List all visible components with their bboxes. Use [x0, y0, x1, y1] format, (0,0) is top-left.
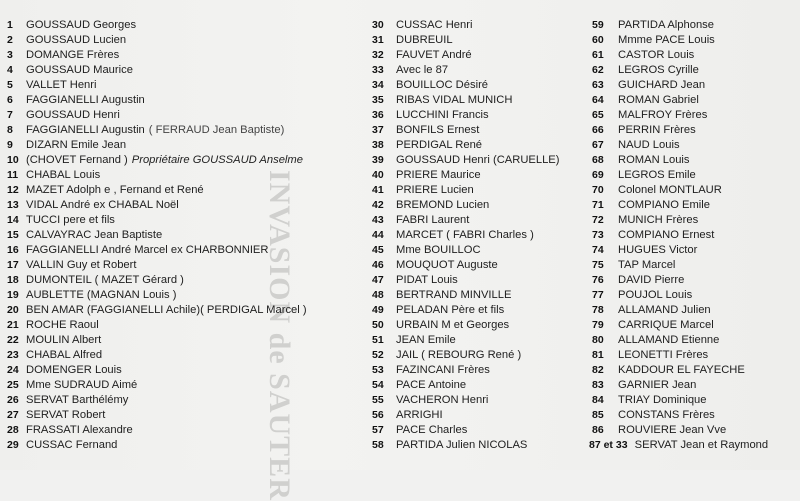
- list-item: [592, 408, 797, 423]
- list-item: [592, 228, 797, 243]
- watermark-text: INVASION de SAUTER: [263, 170, 296, 501]
- entry-number: 21: [7, 319, 19, 331]
- list-item: [4, 213, 364, 228]
- entry-number: 78: [592, 304, 604, 316]
- entry-name: COMPIANO Ernest: [618, 229, 715, 241]
- entry-name: Mme BOUILLOC: [396, 244, 481, 256]
- entry-number: 83: [592, 379, 604, 391]
- entry-name: TAP Marcel: [618, 259, 676, 271]
- list-item: [372, 318, 592, 333]
- entry-number: 31: [372, 34, 384, 46]
- list-item: [4, 333, 364, 348]
- entry-number: 47: [372, 274, 384, 286]
- entry-number: 30: [372, 19, 384, 31]
- entry-name: GOUSSAUD Lucien: [26, 34, 127, 46]
- entry-name: MOUQUOT Auguste: [396, 259, 498, 271]
- entry-number: 59: [592, 19, 604, 31]
- entry-number: 24: [7, 364, 19, 376]
- entry-name: ALLAMAND Etienne: [618, 334, 720, 346]
- entry-name: GOUSSAUD Georges: [26, 19, 137, 31]
- entry-number: 28: [7, 424, 19, 436]
- entry-number: 64: [592, 94, 604, 106]
- list-item: [592, 18, 797, 33]
- entry-name: BOUILLOC Désiré: [396, 79, 489, 91]
- entry-name: FAGGIANELLI André Marcel ex CHARBONNIER: [26, 244, 269, 256]
- list-item: [592, 378, 797, 393]
- list-item: [372, 93, 592, 108]
- entry-number: 72: [592, 214, 604, 226]
- entry-name: CARRIQUE Marcel: [618, 319, 714, 331]
- entry-name: COMPIANO Emile: [618, 199, 710, 211]
- entry-name: GOUSSAUD Henri: [26, 109, 120, 121]
- entry-name: CASTOR Louis: [618, 49, 695, 61]
- entry-name: MAZET Adolph e , Fernand et René: [26, 184, 204, 196]
- list-item: [4, 228, 364, 243]
- entry-name: DIZARN Emile Jean: [26, 139, 127, 151]
- entry-number: 23: [7, 349, 19, 361]
- entry-name: JAIL ( REBOURG René ): [396, 349, 522, 361]
- entry-name: BREMOND Lucien: [396, 199, 490, 211]
- list-item: [372, 258, 592, 273]
- list-item: [4, 288, 364, 303]
- entry-number: 60: [592, 34, 604, 46]
- list-item: [372, 168, 592, 183]
- list-item: [4, 138, 364, 153]
- entry-number: 16: [7, 244, 19, 256]
- entry-number: 81: [592, 349, 604, 361]
- entry-name: LEGROS Cyrille: [618, 64, 699, 76]
- entry-name: LUCCHINI Francis: [396, 109, 489, 121]
- entry-number: 1: [7, 19, 13, 31]
- list-item: [592, 33, 797, 48]
- entry-number: 68: [592, 154, 604, 166]
- entry-name: LEGROS Emile: [618, 169, 696, 181]
- list-item: [592, 108, 797, 123]
- list-item: [592, 348, 797, 363]
- entry-name: PERRIN Frères: [618, 124, 696, 136]
- list-item: [372, 303, 592, 318]
- entry-name: FRASSATI Alexandre: [26, 424, 133, 436]
- list-item: [4, 393, 364, 408]
- entry-number: 80: [592, 334, 604, 346]
- entry-note: ( FERRAUD Jean Baptiste): [148, 124, 285, 136]
- entry-number: 56: [372, 409, 384, 421]
- list-item: [4, 168, 364, 183]
- list-item: [4, 378, 364, 393]
- entry-note: Propriétaire GOUSSAUD Anselme: [131, 154, 303, 166]
- entry-number: 5: [7, 79, 13, 91]
- entry-number: 74: [592, 244, 604, 256]
- entry-name: VALLIN Guy et Robert: [26, 259, 137, 271]
- entry-number: 40: [372, 169, 384, 181]
- entry-number: 71: [592, 199, 604, 211]
- list-item: [372, 78, 592, 93]
- list-item: [592, 363, 797, 378]
- entry-name: ROCHE Raoul: [26, 319, 99, 331]
- list-item: [592, 123, 797, 138]
- entry-number: 45: [372, 244, 384, 256]
- list-item: [592, 153, 797, 168]
- entry-number: 61: [592, 49, 604, 61]
- entry-name: DOMANGE Frères: [26, 49, 120, 61]
- entry-number: 36: [372, 109, 384, 121]
- entry-name: DUBREUIL: [396, 34, 453, 46]
- entry-number: 11: [7, 169, 19, 181]
- entry-name: DOMENGER Louis: [26, 364, 122, 376]
- entry-number: 18: [7, 274, 19, 286]
- entry-name: VALLET Henri: [26, 79, 97, 91]
- entry-number: 6: [7, 94, 13, 106]
- list-item: [372, 273, 592, 288]
- entry-name: FABRI Laurent: [396, 214, 470, 226]
- entry-name: CUSSAC Fernand: [26, 439, 118, 451]
- entry-number: 49: [372, 304, 384, 316]
- list-item: [592, 273, 797, 288]
- list-item: [372, 288, 592, 303]
- list-item: [592, 213, 797, 228]
- entry-number: 35: [372, 94, 384, 106]
- list-item: [4, 18, 364, 33]
- entry-number: 3: [7, 49, 13, 61]
- entry-name: URBAIN M et Georges: [396, 319, 510, 331]
- entry-number: 67: [592, 139, 604, 151]
- list-item: [4, 78, 364, 93]
- entry-number: 25: [7, 379, 19, 391]
- entry-number: 54: [372, 379, 384, 391]
- entry-number: 20: [7, 304, 19, 316]
- list-item: [4, 183, 364, 198]
- entry-name: PRIERE Maurice: [396, 169, 481, 181]
- entry-name: CHABAL Louis: [26, 169, 101, 181]
- entry-number: 38: [372, 139, 384, 151]
- list-item: [372, 213, 592, 228]
- entry-name: MOULIN Albert: [26, 334, 102, 346]
- list-item: [4, 123, 364, 138]
- entry-name: ROUVIERE Jean Vve: [618, 424, 727, 436]
- entry-name: AUBLETTE (MAGNAN Louis ): [26, 289, 177, 301]
- list-item: [4, 63, 364, 78]
- list-item: [592, 63, 797, 78]
- list-item: [4, 363, 364, 378]
- entry-name: BERTRAND MINVILLE: [396, 289, 512, 301]
- entry-number: 65: [592, 109, 604, 121]
- entry-number: 87 et 33: [589, 439, 628, 451]
- entry-number: 75: [592, 259, 604, 271]
- entry-name: Avec le 87: [396, 64, 449, 76]
- entry-name: HUGUES Victor: [618, 244, 698, 256]
- entry-name: PERDIGAL René: [396, 139, 483, 151]
- list-item: [372, 348, 592, 363]
- entry-number: 44: [372, 229, 384, 241]
- entry-name: CALVAYRAC Jean Baptiste: [26, 229, 163, 241]
- entry-name: DAVID Pierre: [618, 274, 685, 286]
- list-item: [592, 78, 797, 93]
- list-item: [4, 273, 364, 288]
- entry-number: 15: [7, 229, 19, 241]
- entry-number: 29: [7, 439, 19, 451]
- entry-name: VIDAL André ex CHABAL Noël: [26, 199, 179, 211]
- entry-name: MALFROY Frères: [618, 109, 708, 121]
- entry-number: 32: [372, 49, 384, 61]
- entry-name: Colonel MONTLAUR: [618, 184, 722, 196]
- list-item: [372, 183, 592, 198]
- entry-name: FAGGIANELLI Augustin: [26, 94, 145, 106]
- list-item: [592, 183, 797, 198]
- entry-number: 63: [592, 79, 604, 91]
- entry-number: 73: [592, 229, 604, 241]
- column-2: [372, 18, 592, 453]
- entry-name: VACHERON Henri: [396, 394, 489, 406]
- entry-name: Mmme PACE Louis: [618, 34, 715, 46]
- list-item: [372, 408, 592, 423]
- entry-name: BONFILS Ernest: [396, 124, 480, 136]
- entry-number: 51: [372, 334, 384, 346]
- entry-number: 50: [372, 319, 384, 331]
- entry-name: PACE Antoine: [396, 379, 467, 391]
- entry-number: 19: [7, 289, 19, 301]
- list-item: [4, 423, 364, 438]
- list-item: [4, 348, 364, 363]
- list-item: [372, 18, 592, 33]
- list-item: [372, 153, 592, 168]
- entry-name: PELADAN Père et fils: [396, 304, 505, 316]
- list-item: [592, 288, 797, 303]
- list-item: [4, 93, 364, 108]
- entry-name: FAUVET André: [396, 49, 472, 61]
- entry-name: JEAN Emile: [396, 334, 456, 346]
- entry-number: 77: [592, 289, 604, 301]
- last-entry: [589, 438, 768, 453]
- entry-number: 26: [7, 394, 19, 406]
- entry-number: 33: [372, 64, 384, 76]
- entry-number: 2: [7, 34, 13, 46]
- entry-name: PARTIDA Julien NICOLAS: [396, 439, 528, 451]
- entry-name: RIBAS VIDAL MUNICH: [396, 94, 513, 106]
- list-item: [592, 168, 797, 183]
- entry-name: CUSSAC Henri: [396, 19, 473, 31]
- list-item: [592, 198, 797, 213]
- list-item: [372, 108, 592, 123]
- column-1: [4, 18, 364, 453]
- list-item: [372, 48, 592, 63]
- entry-number: 14: [7, 214, 19, 226]
- entry-name: PRIERE Lucien: [396, 184, 474, 196]
- entry-name: (CHOVET Fernand ): [26, 154, 128, 166]
- entry-number: 55: [372, 394, 384, 406]
- list-item: [4, 198, 364, 213]
- list-item: [372, 243, 592, 258]
- entry-number: 46: [372, 259, 384, 271]
- list-item: [592, 303, 797, 318]
- list-item: [4, 33, 364, 48]
- entry-number: 43: [372, 214, 384, 226]
- list-item: [372, 438, 592, 453]
- list-item: [592, 318, 797, 333]
- list-item: [372, 363, 592, 378]
- entry-number: 70: [592, 184, 604, 196]
- entry-number: 66: [592, 124, 604, 136]
- list-item: [592, 93, 797, 108]
- list-item: [592, 258, 797, 273]
- entry-name: ROMAN Louis: [618, 154, 690, 166]
- entry-number: 85: [592, 409, 604, 421]
- entry-number: 27: [7, 409, 19, 421]
- entry-name: SERVAT Barthélémy: [26, 394, 129, 406]
- entry-number: 34: [372, 79, 384, 91]
- entry-name: NAUD Louis: [618, 139, 680, 151]
- entry-number: 8: [7, 124, 13, 136]
- entry-name: PARTIDA Alphonse: [618, 19, 714, 31]
- entry-number: 76: [592, 274, 604, 286]
- entry-name: TUCCI pere et fils: [26, 214, 115, 226]
- entry-number: 9: [7, 139, 13, 151]
- list-item: [372, 228, 592, 243]
- column-3: [592, 18, 797, 438]
- list-item: [4, 438, 364, 453]
- entry-number: 58: [372, 439, 384, 451]
- entry-number: 39: [372, 154, 384, 166]
- list-item: [372, 423, 592, 438]
- entry-number: 69: [592, 169, 604, 181]
- entry-number: 53: [372, 364, 384, 376]
- list-item: [372, 333, 592, 348]
- entry-number: 17: [7, 259, 19, 271]
- list-item: [4, 153, 364, 168]
- entry-name: Mme SUDRAUD Aimé: [26, 379, 138, 391]
- entry-name: FAGGIANELLI Augustin: [26, 124, 145, 136]
- list-item: [592, 138, 797, 153]
- entry-number: 7: [7, 109, 13, 121]
- list-item: [592, 423, 797, 438]
- entry-name: MUNICH Frères: [618, 214, 699, 226]
- entry-name: GOUSSAUD Henri (CARUELLE): [396, 154, 560, 166]
- entry-name: BEN AMAR (FAGGIANELLI Achile)( PERDIGAL Marcel ): [26, 304, 307, 316]
- entry-number: 12: [7, 184, 19, 196]
- list-item: [372, 393, 592, 408]
- entry-name: CHABAL Alfred: [26, 349, 103, 361]
- entry-number: 41: [372, 184, 384, 196]
- entry-name: CONSTANS Frères: [618, 409, 715, 421]
- list-item: [4, 243, 364, 258]
- entry-name: MARCET ( FABRI Charles ): [396, 229, 534, 241]
- entry-name: PACE Charles: [396, 424, 468, 436]
- entry-number: 62: [592, 64, 604, 76]
- entry-name: PIDAT Louis: [396, 274, 458, 286]
- entry-name: ALLAMAND Julien: [618, 304, 711, 316]
- entry-name: FAZINCANI Frères: [396, 364, 490, 376]
- list-item: [4, 108, 364, 123]
- list-item: [4, 258, 364, 273]
- entry-name: POUJOL Louis: [618, 289, 693, 301]
- list-item: [372, 123, 592, 138]
- list-item: [372, 138, 592, 153]
- list-item: [592, 48, 797, 63]
- entry-name: DUMONTEIL ( MAZET Gérard ): [26, 274, 184, 286]
- list-item: [4, 408, 364, 423]
- entry-number: 57: [372, 424, 384, 436]
- entry-name: GARNIER Jean: [618, 379, 697, 391]
- entry-number: 86: [592, 424, 604, 436]
- list-item: [4, 48, 364, 63]
- list-item: [4, 318, 364, 333]
- entry-number: 10: [7, 154, 19, 166]
- entry-name: SERVAT Jean et Raymond: [634, 439, 769, 451]
- entry-name: ROMAN Gabriel: [618, 94, 699, 106]
- entry-number: 37: [372, 124, 384, 136]
- entry-number: 4: [7, 64, 13, 76]
- entry-number: 13: [7, 199, 19, 211]
- entry-name: TRIAY Dominique: [618, 394, 707, 406]
- entry-name: KADDOUR EL FAYECHE: [618, 364, 745, 376]
- list-item: [372, 198, 592, 213]
- list-item: [592, 333, 797, 348]
- list-item: [372, 33, 592, 48]
- entry-number: 84: [592, 394, 604, 406]
- list-item: [372, 63, 592, 78]
- entry-number: 79: [592, 319, 604, 331]
- entry-number: 52: [372, 349, 384, 361]
- entry-number: 82: [592, 364, 604, 376]
- entry-name: GOUSSAUD Maurice: [26, 64, 133, 76]
- entry-number: 42: [372, 199, 384, 211]
- list-item: [372, 378, 592, 393]
- list-item: [592, 393, 797, 408]
- entry-number: 48: [372, 289, 384, 301]
- list-item: [4, 303, 364, 318]
- list-item: [592, 243, 797, 258]
- entry-name: LEONETTI Frères: [618, 349, 709, 361]
- entry-name: ARRIGHI: [396, 409, 443, 421]
- entry-name: GUICHARD Jean: [618, 79, 706, 91]
- entry-name: SERVAT Robert: [26, 409, 106, 421]
- entry-number: 22: [7, 334, 19, 346]
